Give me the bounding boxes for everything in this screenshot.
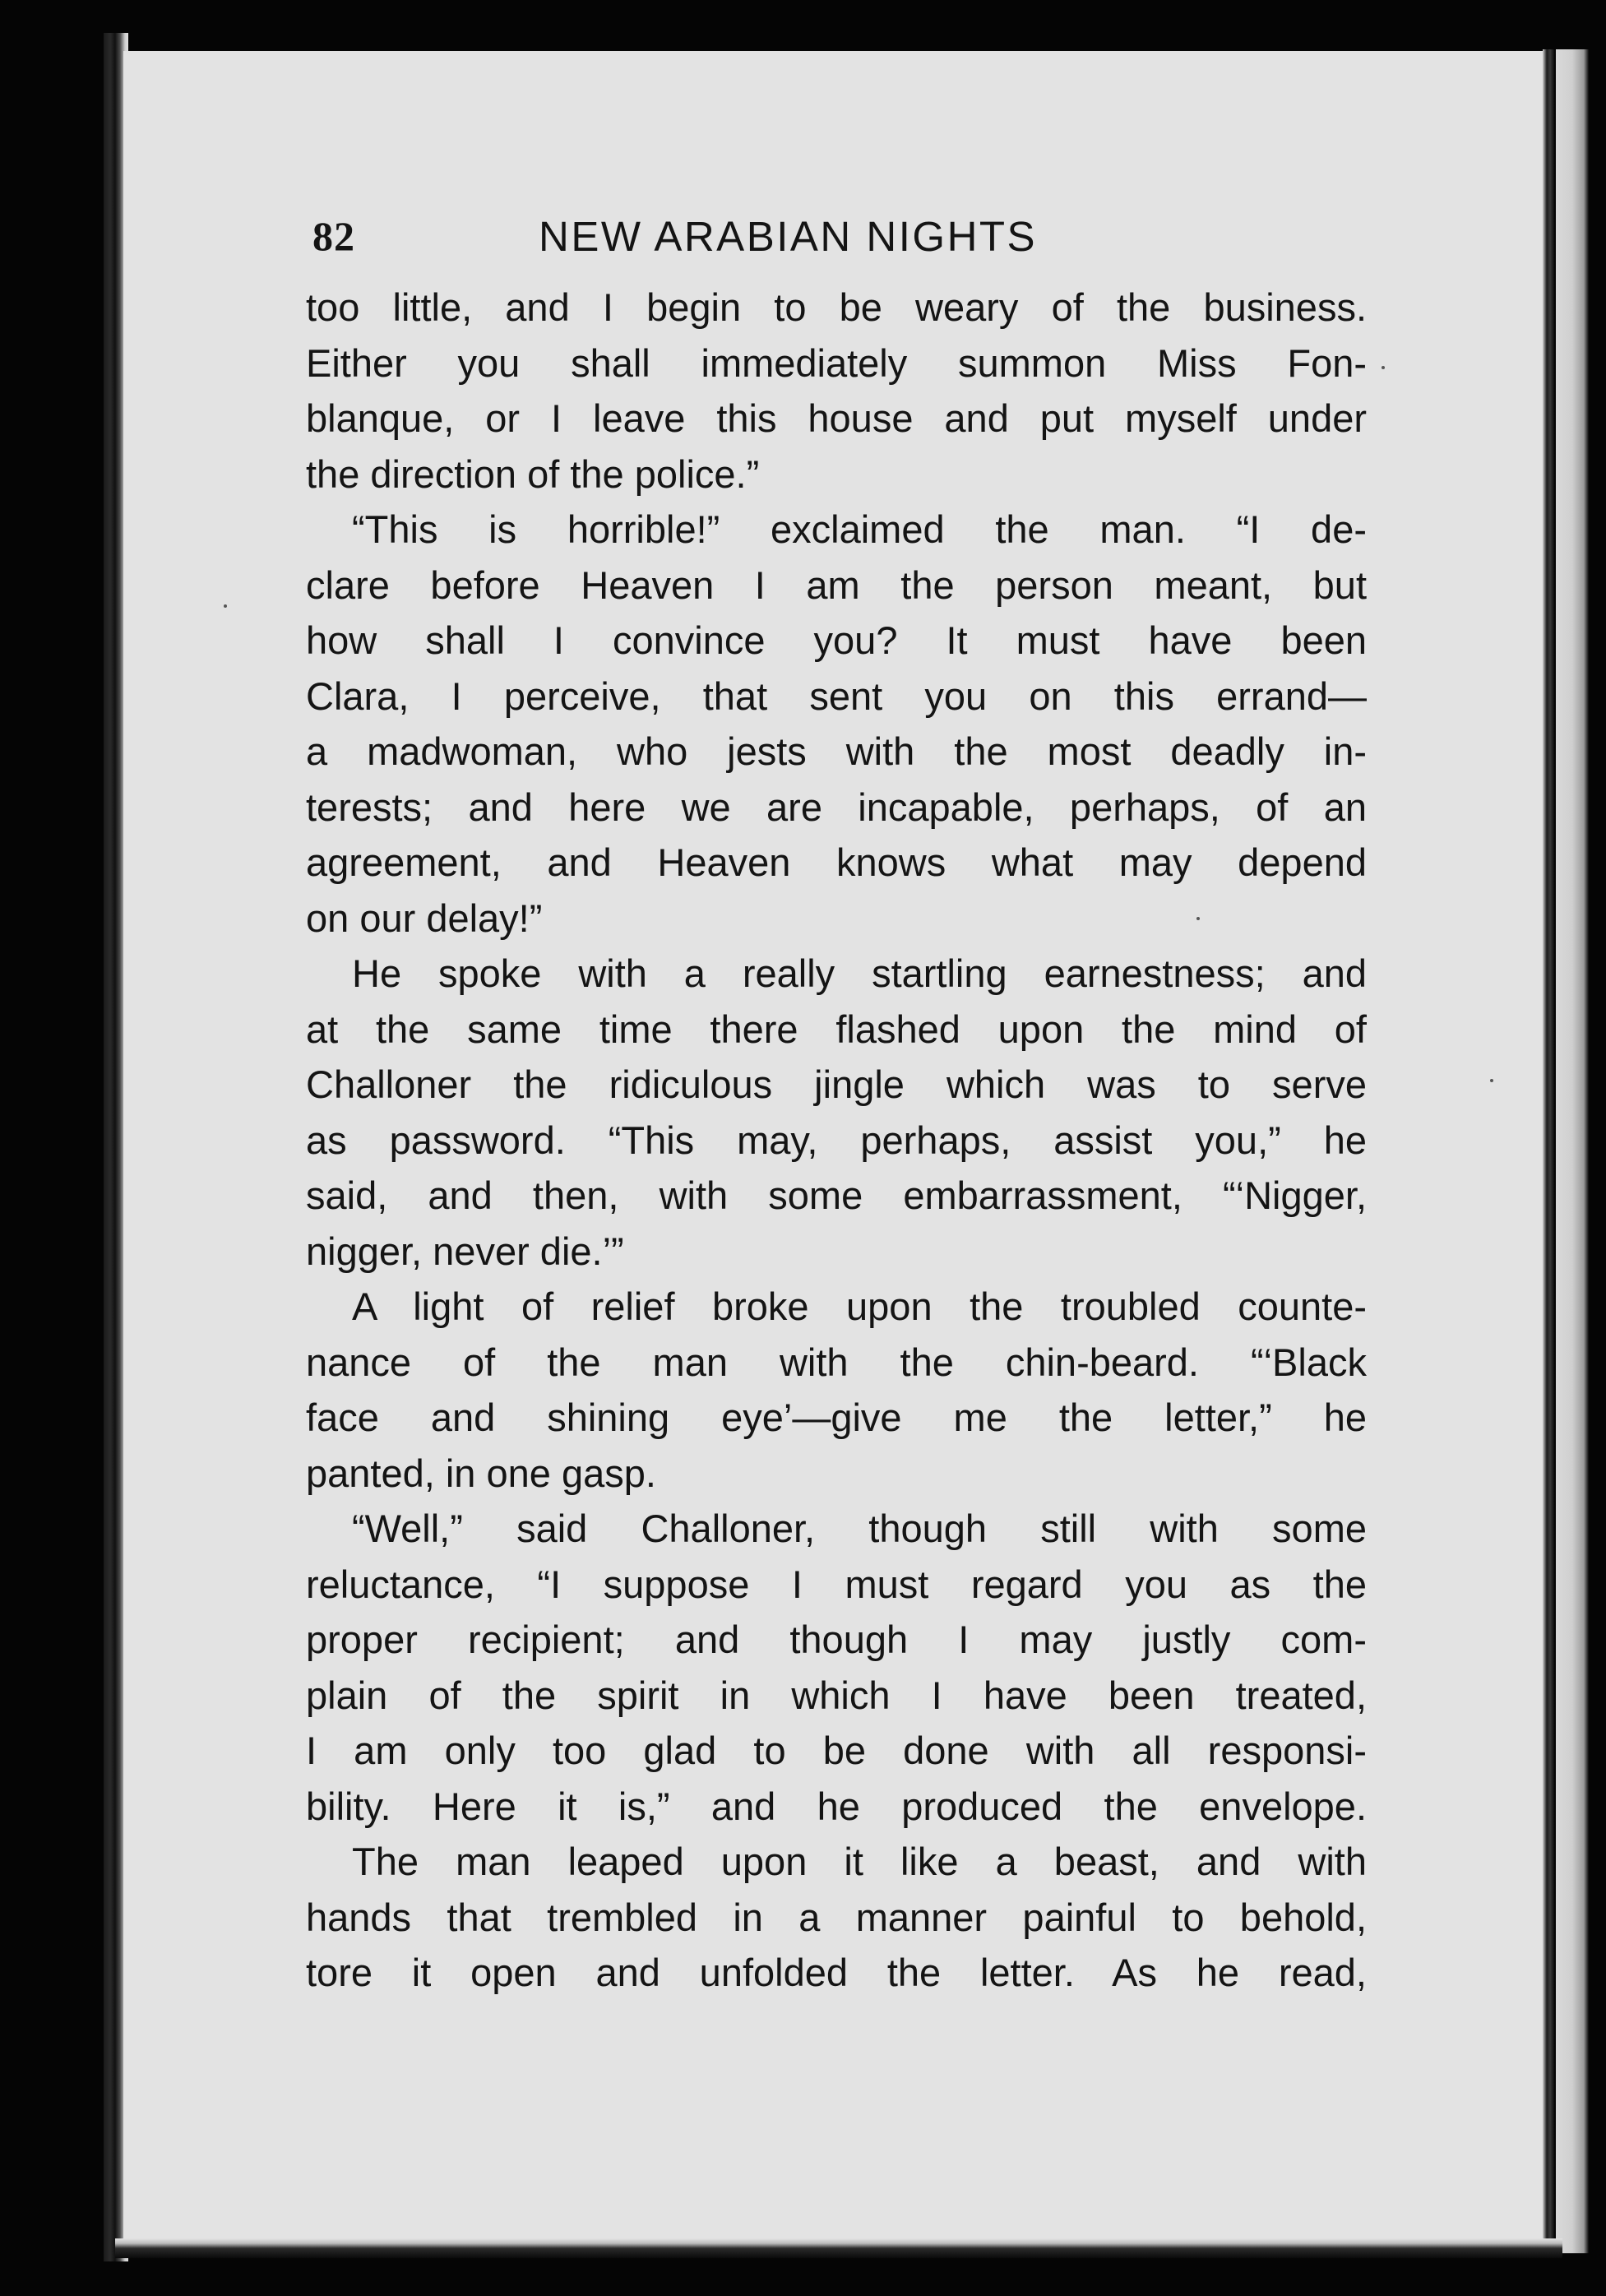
text-line: agreement, and Heaven knows what may depend: [306, 840, 1367, 884]
text-line: “Well,” said Challoner, though still with some: [352, 1507, 1367, 1550]
scan-speck: [224, 604, 227, 608]
text-line: at the same time there flashed upon the mind of: [306, 1007, 1367, 1051]
text-line: Clara, I perceive, that sent you on this errand—: [306, 674, 1367, 718]
scan-speck: [1382, 366, 1385, 369]
text-line: as password. “This may, perhaps, assist you,” he: [306, 1118, 1367, 1162]
text-line: bility. Here it is,” and he produced the envelope.: [306, 1784, 1367, 1828]
text-line: face and shining eye’—give me the letter,” he: [306, 1396, 1367, 1439]
page-bottom-edge: [115, 2238, 1562, 2258]
text-line: on our delay!”: [306, 896, 543, 940]
body-text: [306, 280, 1367, 2001]
text-line: the direction of the police.”: [306, 451, 760, 496]
text-line: “This is horrible!” exclaimed the man. “I de-: [352, 507, 1367, 551]
text-line: He spoke with a really startling earnestness; and: [352, 951, 1367, 995]
text-line: tore it open and unfolded the letter. As he read,: [306, 1951, 1367, 1994]
scan-speck: [1196, 917, 1200, 920]
text-line: clare before Heaven I am the person meant, but: [306, 562, 1367, 607]
text-line: how shall I convince you? It must have been: [306, 618, 1367, 662]
text-line: Challoner the ridiculous jingle which was to serve: [306, 1062, 1367, 1106]
page-number: 82: [312, 213, 355, 259]
text-line: plain of the spirit in which I have been treated,: [306, 1673, 1367, 1717]
text-line: terests; and here we are incapable, perhaps, of an: [306, 785, 1367, 829]
text-line: proper recipient; and though I may justly com-: [306, 1618, 1367, 1661]
text-line: reluctance, “I suppose I must regard you as the: [306, 1562, 1367, 1606]
text-line: Either you shall immediately summon Miss Fon-: [306, 340, 1367, 385]
text-line: nigger, never die.’”: [306, 1229, 624, 1273]
running-head: NEW ARABIAN NIGHTS: [539, 213, 1038, 260]
next-page-strip: [1556, 49, 1589, 2253]
text-line: The man leaped upon it like a beast, and with: [352, 1840, 1367, 1883]
text-line: A light of relief broke upon the troubled counte-: [352, 1285, 1367, 1328]
text-line: a madwoman, who jests with the most deadly in-: [306, 729, 1367, 773]
page-right-edge: [1543, 49, 1554, 2253]
text-line: said, and then, with some embarrassment, “‘Nigger,: [306, 1173, 1367, 1217]
text-line: panted, in one gasp.: [306, 1451, 656, 1495]
text-line: blanque, or I leave this house and put myself under: [306, 396, 1367, 440]
text-line: too little, and I begin to be weary of the business.: [306, 285, 1367, 329]
scan-speck: [1490, 1079, 1493, 1082]
text-line: nance of the man with the chin-beard. “‘Black: [306, 1340, 1367, 1384]
text-line: I am only too glad to be done with all responsi-: [306, 1729, 1367, 1772]
text-line: hands that trembled in a manner painful to behold,: [306, 1895, 1367, 1939]
page-header: [312, 206, 1373, 271]
